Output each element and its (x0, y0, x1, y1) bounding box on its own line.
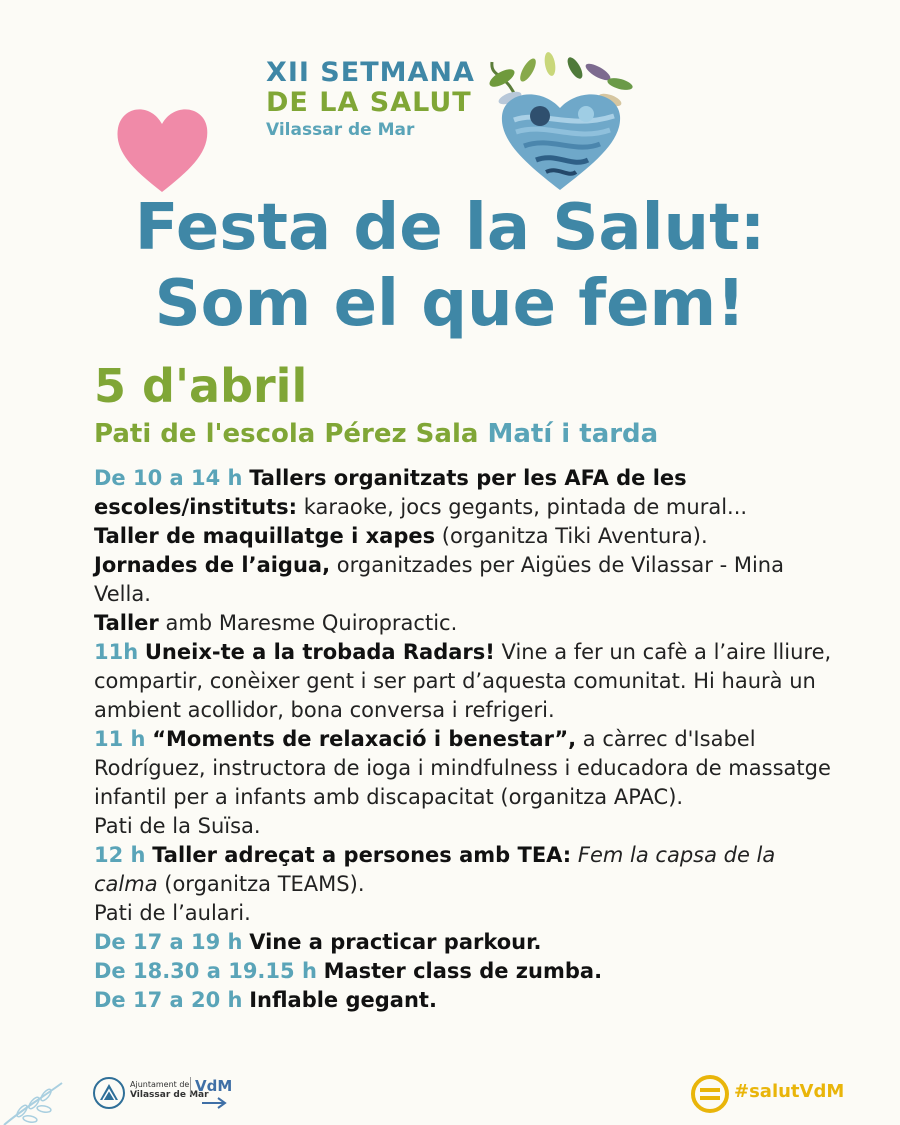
schedule-title: Master class de zumba. (323, 959, 603, 983)
schedule-item (94, 638, 834, 725)
schedule-title: Vine a practicar parkour. (249, 930, 542, 954)
schedule-item (94, 609, 834, 638)
event-series-header (266, 58, 475, 142)
council-logo-icon (92, 1076, 126, 1110)
page-title-line-2: Som el que fem! (154, 267, 746, 341)
series-town: Vilassar de Mar (266, 120, 415, 140)
schedule-item (94, 957, 834, 986)
schedule-title: Taller adreçat a persones amb TEA: (152, 843, 572, 867)
schedule-list (94, 464, 834, 1015)
schedule-item (94, 522, 834, 551)
schedule-place: Pati de la Suïsa. (94, 814, 261, 838)
schedule-item (94, 551, 834, 609)
schedule-title: Taller (94, 611, 159, 635)
schedule-title: Tallers organitzats per les AFA de les escoles/instituts: (94, 466, 687, 519)
schedule-item (94, 986, 834, 1015)
campaign-hashtag: #salutVdM (734, 1081, 845, 1102)
schedule-text: (organitza TEAMS). (164, 872, 365, 896)
vdm-brand: VdM (190, 1077, 232, 1095)
schedule-text: karaoke, jocs gegants, pintada de mural... (303, 495, 748, 519)
schedule-text: Vine a fer un cafè a l’aire lliure, compartir, conèixer gent i ser part d’aquesta comunitat. Hi haurà un ambient acollidor, bona conversa i refrigeri. (94, 640, 832, 722)
schedule-item (94, 464, 834, 522)
schedule-time: De 17 a 20 h (94, 988, 243, 1012)
council-name-line-1: Ajuntament de (130, 1080, 190, 1089)
series-name: DE LA SALUT (266, 87, 472, 118)
schedule-item (94, 928, 834, 957)
event-location (94, 416, 658, 452)
schedule-time: De 17 a 19 h (94, 930, 243, 954)
schedule-time: De 10 a 14 h (94, 466, 243, 490)
schedule-item (94, 725, 834, 812)
schedule-time: 11h (94, 640, 139, 664)
arrow-right-icon (200, 1096, 230, 1110)
event-date: 5 d'abril (94, 359, 308, 413)
schedule-time: De 18.30 a 19.15 h (94, 959, 317, 983)
leaf-doodle-icon (0, 1075, 70, 1125)
schedule-time: 11 h (94, 727, 146, 751)
schedule-text: a càrrec d'Isabel Rodríguez, instructora de ioga i mindfulness i educadora de massatge infantil per a infants amb discapacitat (organitza APAC). (94, 727, 831, 809)
pink-heart-icon (112, 100, 212, 200)
schedule-italic-text: Fem la capsa de la calma (94, 843, 776, 896)
series-edition: XII SETMANA (266, 57, 475, 88)
schedule-text: (organitza Tiki Aventura). (441, 524, 708, 548)
schedule-place: Pati de l’aulari. (94, 901, 251, 925)
schedule-text: organitzades per Aigües de Vilassar - Mina Vella. (94, 553, 784, 606)
page-title-line-1: Festa de la Salut: (134, 191, 766, 265)
schedule-title: “Moments de relaxació i benestar”, (152, 727, 577, 751)
schedule-title: Jornades de l’aigua, (94, 553, 331, 577)
schedule-title: Uneix-te a la trobada Radars! (144, 640, 495, 664)
salut-logo-icon (690, 1074, 730, 1114)
yarn-heart-illustration (480, 50, 640, 195)
page-title (0, 190, 900, 342)
event-place: Pati de l'escola Pérez Sala (94, 419, 479, 449)
schedule-title: Inflable gegant. (249, 988, 437, 1012)
event-time-of-day: Matí i tarda (487, 419, 659, 449)
schedule-text: amb Maresme Quiropractic. (165, 611, 458, 635)
schedule-title: Taller de maquillatge i xapes (94, 524, 436, 548)
council-name-line-2: Vilassar de Mar (130, 1090, 209, 1100)
schedule-time: 12 h (94, 843, 146, 867)
schedule-item (94, 841, 834, 899)
